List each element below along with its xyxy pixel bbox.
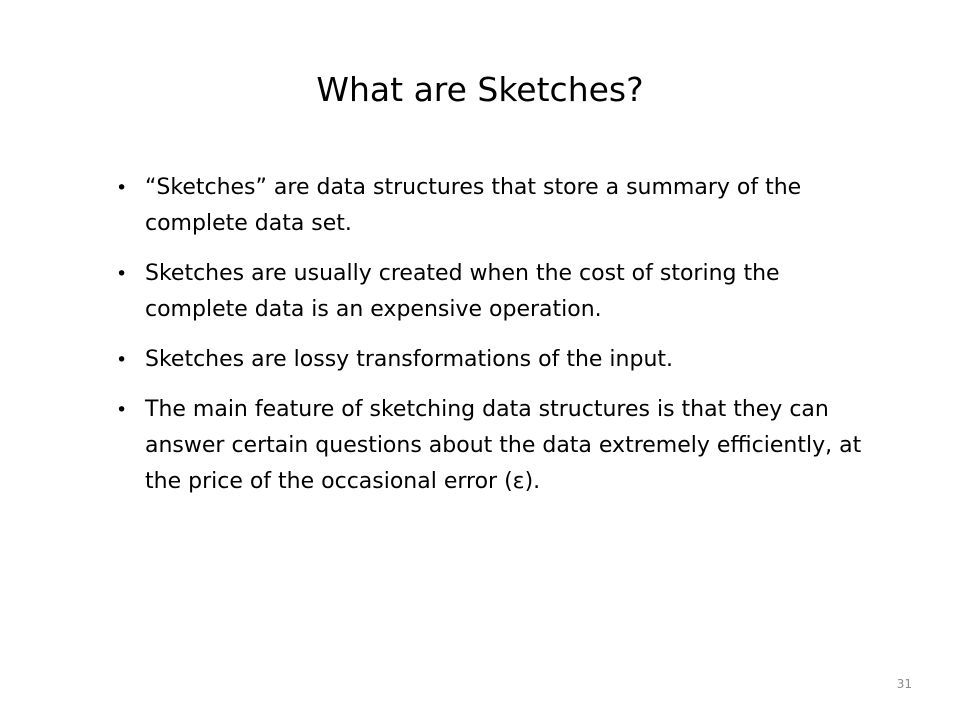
- bullet-item: [112, 256, 877, 328]
- slide-title: What are Sketches?: [316, 70, 644, 109]
- bullet-dot-icon: •: [116, 263, 128, 285]
- bullet-text: “Sketches” are data structures that store a summary of the complete data set.: [145, 175, 802, 236]
- bullet-text: The main feature of sketching data structures is that they can answer certain questions about the data extremely efficiently, at the price of the occasional error (ε).: [145, 397, 862, 494]
- bullet-text: Sketches are usually created when the cost of storing the complete data is an expensive operation.: [145, 261, 780, 322]
- bullet-dot-icon: •: [116, 399, 128, 421]
- bullet-item: [112, 170, 877, 242]
- bullet-dot-icon: •: [116, 349, 128, 371]
- bullet-text: Sketches are lossy transformations of the input.: [145, 347, 673, 372]
- bullet-item: [112, 392, 877, 500]
- bullet-item: [112, 342, 877, 378]
- bullet-dot-icon: •: [116, 177, 128, 199]
- page-number: 31: [896, 677, 912, 691]
- bullet-list: [112, 170, 877, 514]
